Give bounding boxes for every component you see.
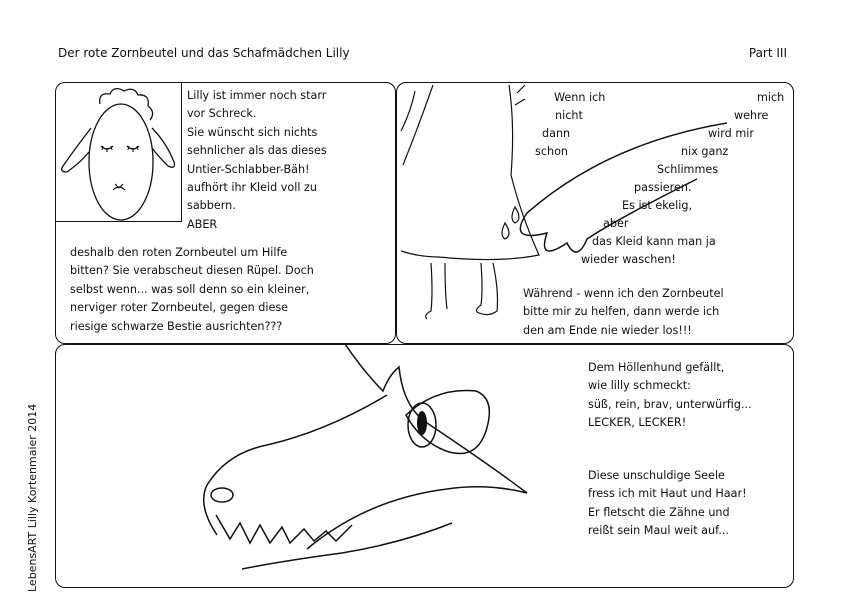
lilly-portrait (55, 82, 182, 222)
panel-lilly-shock (55, 82, 396, 344)
narration-lilly-thought: Während - wenn ich den Zornbeutel bitte mir zu helfen, dann werde ich den am Ende nie wieder los!!! (523, 287, 724, 337)
part-label: Part III (748, 46, 787, 60)
hellhound-caption-top: Dem Höllenhund gefällt, wie lilly schmeckt: süß, rein, brav, unterwürfig... LECKER, LECKER! (588, 361, 752, 430)
speech-line: wird mir (708, 127, 754, 140)
speech-line: nicht (555, 109, 583, 122)
artist-signature: LebensART Lilly Kortenmaier 2014 (26, 403, 39, 592)
speech-line: Wenn ich (554, 91, 606, 104)
speech-line: wehre (734, 109, 769, 122)
comic-title: Der rote Zornbeutel und das Schafmädchen Lilly (58, 46, 350, 60)
sheep-face-drawing (55, 82, 182, 222)
panel-tongue (396, 82, 794, 344)
speech-line: dann (542, 127, 571, 140)
speech-line: Es ist ekelig, (622, 199, 693, 212)
hellhound-caption-bottom: Diese unschuldige Seele fress ich mit Haut und Haar! Er fletscht die Zähne und reißt sein Maul weit auf... (588, 469, 747, 538)
narration-bottom: deshalb den roten Zornbeutel um Hilfe bitten? Sie verabscheut diesen Rüpel. Doch selbst wenn... was soll denn so ein kleiner, nerviger roter Zornbeutel, gegen diese riesige schwarze Bestie ausrichten??? (70, 246, 314, 333)
speech-line: mich (757, 91, 785, 104)
speech-line: nix ganz (681, 145, 729, 158)
speech-line: passieren. (634, 181, 692, 194)
speech-line: Schlimmes (657, 163, 719, 176)
panel-hellhound (55, 344, 794, 588)
speech-line: aber (603, 217, 629, 230)
speech-line: schon (535, 145, 569, 158)
speech-line: das Kleid kann man ja (592, 235, 716, 248)
narration-top: Lilly ist immer noch starr vor Schreck. Sie wünscht sich nichts sehnlicher als das dieses Untier-Schlabber-Bäh! aufhört ihr Kleid voll zu sabbern. ABER (187, 89, 327, 231)
speech-line: wieder waschen! (581, 253, 676, 266)
